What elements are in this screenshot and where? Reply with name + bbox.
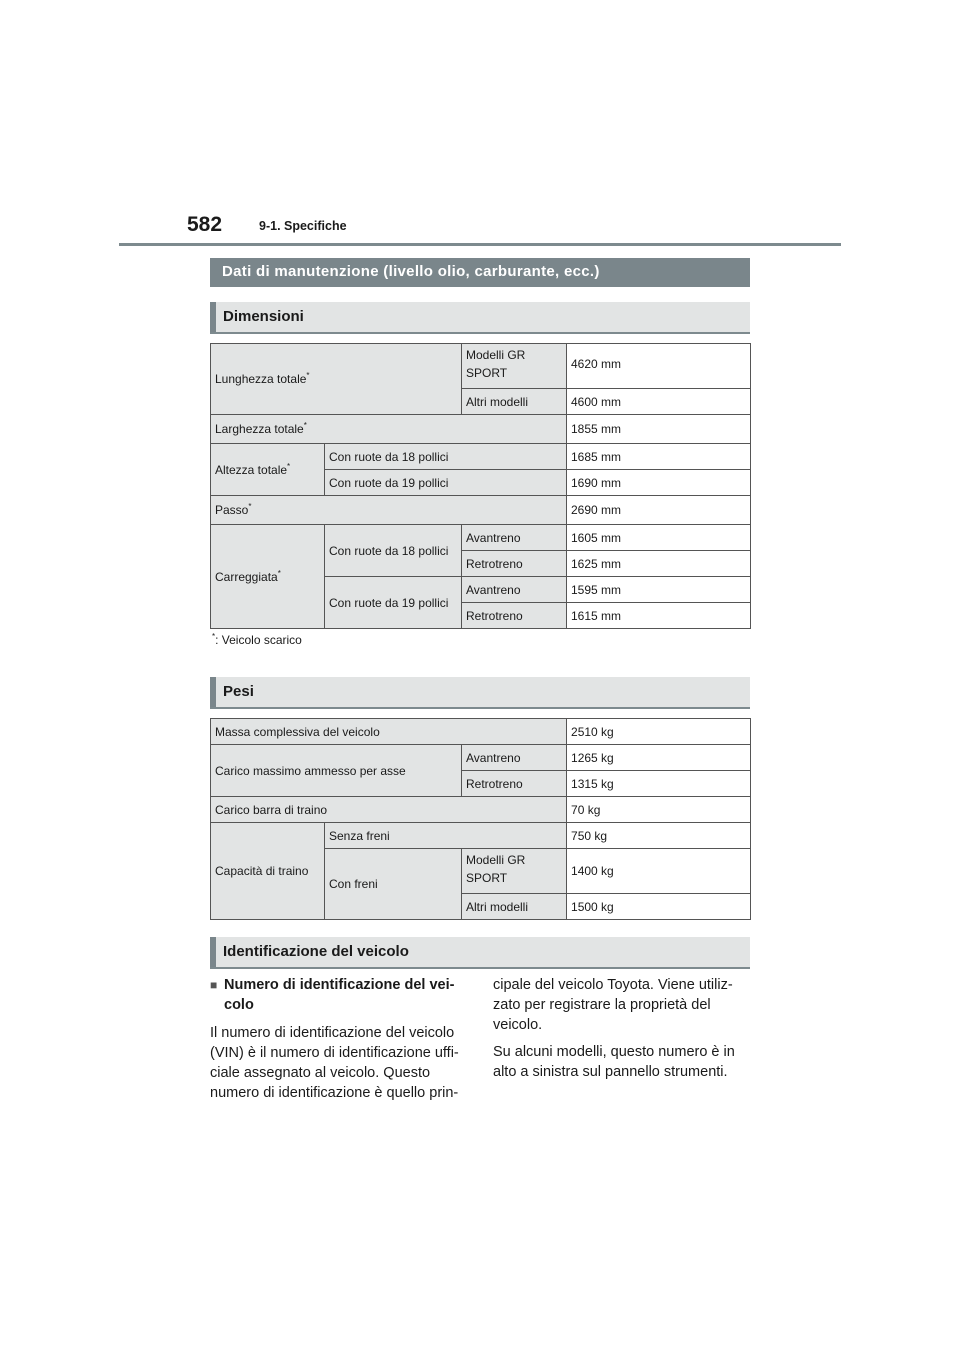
track-r18-label: Con ruote da 18 pollici	[325, 525, 462, 577]
length-gr-value: 4620 mm	[567, 344, 751, 389]
identification-left-column	[210, 975, 465, 1103]
header-rule	[119, 243, 841, 246]
axle-rear-label: Retrotreno	[462, 771, 567, 797]
axle-rear-value: 1315 kg	[567, 771, 751, 797]
identification-heading-text: Identificazione del veicolo	[223, 943, 409, 960]
dimensions-footnote: *: Veicolo scarico	[212, 632, 302, 647]
wheelbase-value: 2690 mm	[567, 496, 751, 525]
length-gr-label: Modelli GR SPORT	[462, 344, 567, 389]
axle-front-label: Avantreno	[462, 745, 567, 771]
towing-braked-label: Con freni	[325, 849, 462, 920]
vin-subheading: ■ Numero di identificazione del vei- colo	[210, 977, 455, 1013]
towing-gr-label: Modelli GR SPORT	[462, 849, 567, 894]
identification-right-column	[493, 975, 748, 1082]
towing-unbraked-value: 750 kg	[567, 823, 751, 849]
towing-gr-value: 1400 kg	[567, 849, 751, 894]
track-r19-label: Con ruote da 19 pollici	[325, 577, 462, 629]
heading-accent-bar	[210, 677, 216, 707]
gross-mass-label: Massa complessiva del veicolo	[211, 719, 567, 745]
towbar-load-label: Carico barra di traino	[211, 797, 567, 823]
track-r19-front-value: 1595 mm	[567, 577, 751, 603]
towbar-load-value: 70 kg	[567, 797, 751, 823]
towing-capacity-label: Capacità di traino	[211, 823, 325, 920]
track-r18-front-value: 1605 mm	[567, 525, 751, 551]
weights-heading-text: Pesi	[223, 683, 254, 700]
height-r19-label: Con ruote da 19 pollici	[325, 470, 567, 496]
track-r18-rear-label: Retrotreno	[462, 551, 567, 577]
weights-table	[210, 718, 751, 920]
heading-accent-bar	[210, 937, 216, 967]
towing-unbraked-label: Senza freni	[325, 823, 567, 849]
axle-load-label: Carico massimo ammesso per asse	[211, 745, 462, 797]
height-label: Altezza totale*	[211, 444, 325, 496]
wheelbase-label: Passo*	[211, 496, 567, 525]
track-r19-rear-value: 1615 mm	[567, 603, 751, 629]
vin-paragraph-left: Il numero di identificazione del veicolo (VIN) è il numero di identificazione uffi- ciale assegnato al veicolo. Questo numero di identificazione è quello prin-	[210, 1025, 459, 1101]
height-r18-label: Con ruote da 18 pollici	[325, 444, 567, 470]
towing-other-value: 1500 kg	[567, 894, 751, 920]
gross-mass-value: 2510 kg	[567, 719, 751, 745]
track-r19-rear-label: Retrotreno	[462, 603, 567, 629]
page-number: 582	[187, 213, 223, 236]
dimensions-table	[210, 343, 751, 629]
width-label: Larghezza totale*	[211, 415, 567, 444]
width-value: 1855 mm	[567, 415, 751, 444]
weights-heading	[210, 677, 750, 709]
track-r18-rear-value: 1625 mm	[567, 551, 751, 577]
track-r19-front-label: Avantreno	[462, 577, 567, 603]
section-reference: 9-1. Specifiche	[259, 219, 347, 233]
track-label: Carreggiata*	[211, 525, 325, 629]
identification-heading	[210, 937, 750, 969]
axle-front-value: 1265 kg	[567, 745, 751, 771]
track-r18-front-label: Avantreno	[462, 525, 567, 551]
vin-paragraph-right: cipale del veicolo Toyota. Viene utiliz- zato per registrare la proprietà del veicolo.	[493, 977, 733, 1033]
length-other-value: 4600 mm	[567, 389, 751, 415]
length-other-label: Altri modelli	[462, 389, 567, 415]
dimensions-heading	[210, 302, 750, 334]
height-r19-value: 1690 mm	[567, 470, 751, 496]
vin-location-paragraph: Su alcuni modelli, questo numero è in alto a sinistra sul pannello strumenti.	[493, 1044, 735, 1080]
height-r18-value: 1685 mm	[567, 444, 751, 470]
main-section-title: Dati di manutenzione (livello olio, carburante, ecc.)	[210, 258, 750, 287]
square-bullet-icon: ■	[210, 978, 218, 992]
length-label: Lunghezza totale*	[211, 344, 462, 415]
dimensions-heading-text: Dimensioni	[223, 308, 304, 325]
heading-accent-bar	[210, 302, 216, 332]
towing-other-label: Altri modelli	[462, 894, 567, 920]
